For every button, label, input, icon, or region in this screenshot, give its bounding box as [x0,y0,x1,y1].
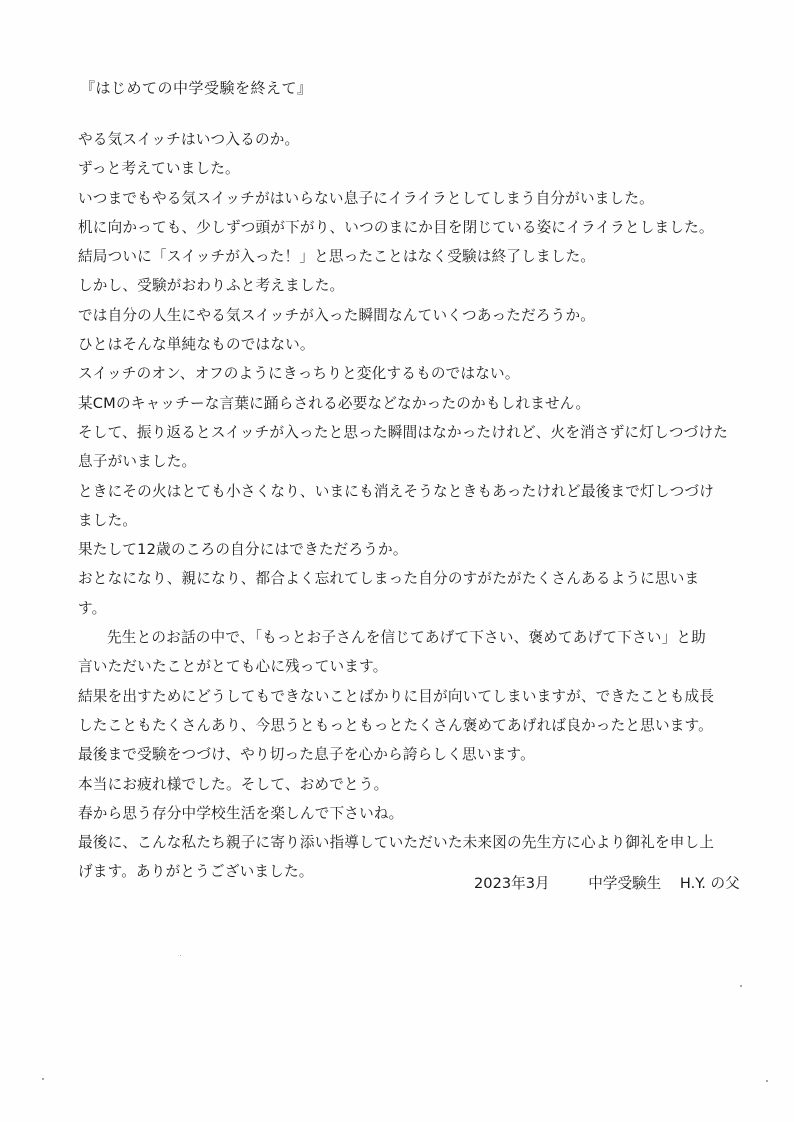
body-line: そして、振り返るとスイッチが入ったと思った瞬間はなかったけれど、火を消さずに灯しつづけた [78,423,729,441]
document-title: 『はじめての中学受験を終えて』 [80,79,313,97]
body-line: 結局ついに「スイッチが入った！」と思ったことはなく受験は終了しました。 [78,248,596,266]
scan-speck [766,1080,768,1082]
body-line: したこともたくさんあり、今思うともっともっとたくさん褒めてあげれば良かったと思います。 [78,716,713,734]
body-line: 息子がいました。 [78,453,197,471]
signature-role: 中学受験生 [588,875,662,892]
signature [474,873,740,895]
body-line: 最後まで受験をつづけ、やり切った息子を心から誇らしく思います。 [78,746,535,764]
body-line: 本当にお疲れ様でした。そして、おめでとう。 [78,775,389,793]
body-line: 最後に、こんな私たち親子に寄り添い指導していただいた未来図の先生方に心より御礼を申し上 [78,834,715,852]
body-line: おとなになり、親になり、都合よく忘れてしまった自分のすがたがたくさんあるように思いま [78,570,700,588]
body-line: 結果を出すためにどうしてもできないことばかりに目が向いてしまいますが、できたことも成長 [78,687,715,705]
signature-author: H.Y. の父 [679,875,740,892]
body-line: ひとはそんな単純なものではない。 [78,336,315,354]
document-body [78,125,748,887]
body-line: スイッチのオン、オフのようにきっちりと変化するものではない。 [78,365,520,383]
body-line: では自分の人生にやる気スイッチが入った瞬間なんていくつあっただろうか。 [78,306,596,324]
scan-speck [740,985,742,987]
body-line: 机に向かっても、少しずつ頭が下がり、いつのまにか目を閉じている姿にイライラとしました。 [78,218,714,236]
body-line: 果たして12歳のころの自分にはできただろうか。 [78,541,408,559]
body-line: す。 [78,599,107,617]
body-line: ずっと考えていました。 [78,160,240,178]
body-line: 先生とのお話の中で、「もっとお子さんを信じてあげて下さい、褒めてあげて下さい」と助 [107,629,706,647]
signature-date: 2023年3月 [474,875,550,892]
body-line: ました。 [78,511,138,529]
scan-speck [180,955,181,956]
body-line: やる気スイッチはいつ入るのか。 [78,131,300,148]
body-line: ときにその火はとても小さくなり、いまにも消えそうなときもあったけれど最後まで灯しつづけ [78,482,714,500]
body-line: 春から思う存分中学校生活を楽しんで下さいね。 [78,804,404,822]
body-line: 某CMのキャッチーな言葉に踊らされる必要などなかったのかもしれません。 [78,394,591,412]
body-line: いつまでもやる気スイッチがはいらない息子にイライラとしてしまう自分がいました。 [78,189,654,207]
body-line: しかし、受験がおわりふと考えました。 [78,277,345,295]
scan-speck [42,1078,44,1080]
body-line: 言いただいたことがとても心に残っています。 [78,658,388,676]
body-line: げます。ありがとうございました。 [78,863,314,881]
